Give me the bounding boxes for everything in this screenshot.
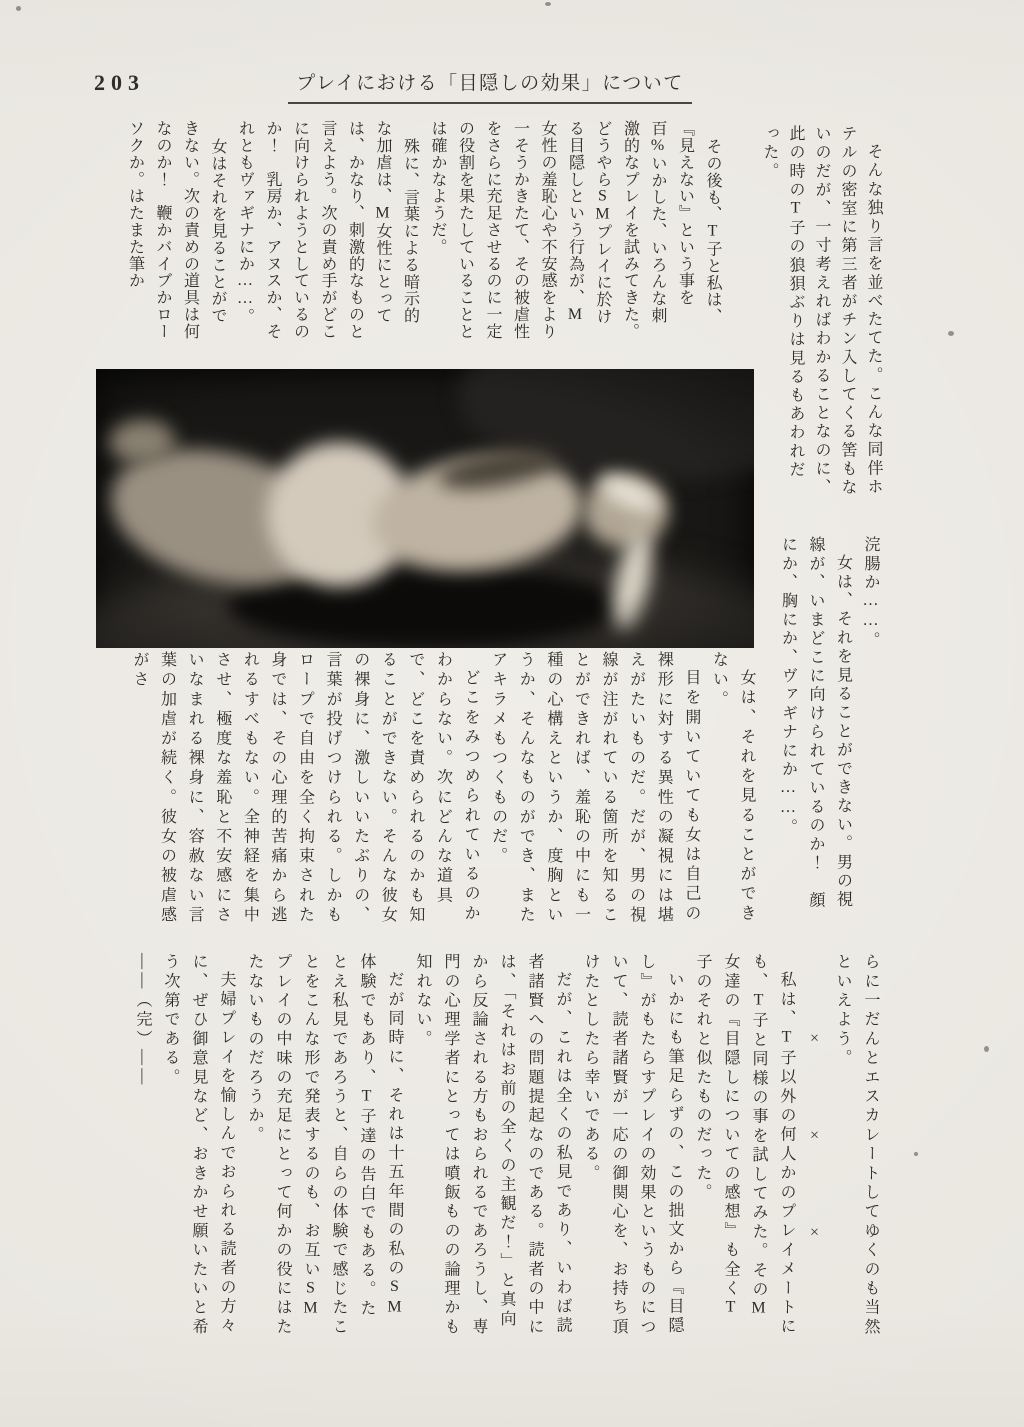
dust-speck [984, 1046, 989, 1052]
text-block-top-main [94, 120, 726, 340]
dust-speck [545, 2, 551, 6]
page-title: プレイにおける「目隠しの効果」について [288, 68, 692, 104]
paragraph: 女は、それを見ることができない。 [710, 651, 755, 924]
end-mark-label: （完） [134, 991, 151, 1050]
end-mark-bar: ―― [134, 953, 151, 992]
paragraph: らに一だんとエスカレートしてゆくのも当然といえよう。 [834, 953, 879, 1337]
paragraph: だが、これは全くの私見であり、いわば読者諸賢への問題提起なのである。読者の中には、「それはお前の全くの主観だ！」と真向から反論される方もおられるであろうし、専門の心理学者にとっては噴飯ものの論理かも知れない。 [414, 953, 571, 1337]
dust-speck [16, 6, 21, 11]
paragraph: 女は、それを見ることができない。男の視線が、いまどこに向けられているのか！ 顔にか、胸にか、ヴァギナにか……。 [779, 536, 852, 910]
section-separator: × × × [806, 953, 823, 1244]
photo-vignette [96, 369, 754, 648]
text-block-top-right [744, 125, 886, 497]
paragraph: いかにも筆足らずの、この拙文から『目隠し』がもたらすプレイの効果というものについて、読者諸賢が一応の御関心を、お持ち頂けたとしたら幸いである。 [582, 953, 683, 1337]
paragraph: だが同時に、それは十五年間の私のSM体験でもあり、T子達の告白でもある。たとえ私見であろうと、自らの体験で感じたことをこんな形で発表するのも、お互いSMプレイの中味の充足にとって何かの役にはたたないものだろうか。 [246, 953, 403, 1337]
paragraph: 殊に、言葉による暗示的な加虐は、M女性にとっては、かなり、刺激的なものと言えよう。次の責め手がどこに向けられようとしているのか！ 乳房か、アヌスか、それともヴァギナにか……。 [236, 120, 419, 340]
end-mark [128, 953, 156, 1337]
paragraph: そんな独り言を並べたてた。こんな同伴ホテルの密室に第三者がチン入してくる筈もないのだが、一寸考えればわかることなのに、此の時のT子の狼狽ぶりは見るもあわれだった。 [761, 125, 882, 497]
paragraph: 女はそれを見ることができない。次の責めの道具は何なのか！ 鞭かバイブかローソクか。はたまた筆か [126, 120, 226, 340]
dust-speck [914, 1152, 918, 1156]
text-block-photo-right [762, 536, 884, 910]
paragraph: 目を開いていても女は自己の裸形に対する異性の凝視には堪えがたいものだ。だが、男の視線が注がれている箇所を知ることができれば、羞恥の中にも一種の心構えというか、度胸というか、そんなものができ、またアキラメもつくものだ。 [489, 651, 700, 926]
paragraph: その後も、T子と私は、『見えない』という事を百%いかした、いろんな刺激的なプレイを試みてきた。どうやらSMプレイに於ける目隠しという行為が、M女性の羞恥心や不安感をより一そうかきたて、その被虐性をさらに充足させるのに一定の役割を果たしていることとは確かなようだ。 [429, 120, 721, 340]
paragraph: 私は、T子以外の何人かのプレイメートにも、T子と同様の事を試してみた。そのM女達の『目隠しについての感想』も全くT子のそれと似たものだった。 [694, 953, 795, 1337]
paragraph: 浣腸か……。 [862, 536, 879, 651]
article-photo [96, 369, 754, 648]
page-number: 203 [94, 70, 145, 95]
paragraph: どこをみつめられているのかわからない。次にどんな道具で、どこを責められるのかも知ることができない。そんな彼女の裸身に、激しいいたぶりの、言葉が投げつけられる。しかもロープで自由を全く拘束された身では、その心理的苦痛から逃れるすべもない。全神経を集中させ、極度な羞恥と不安感にさいなまれる裸身に、容赦ない言葉の加虐が続く。彼女の被虐感がさ [130, 651, 480, 926]
text-block-bottom [94, 953, 884, 1337]
text-block-below-photo [94, 651, 760, 928]
dust-speck [948, 331, 954, 336]
paragraph: 夫婦プレイを愉しんでおられる読者の方々に、ぜひ御意見など、おきかせ願いたいと希う次第である。 [162, 953, 235, 1337]
end-mark-bar: ―― [134, 1049, 151, 1088]
